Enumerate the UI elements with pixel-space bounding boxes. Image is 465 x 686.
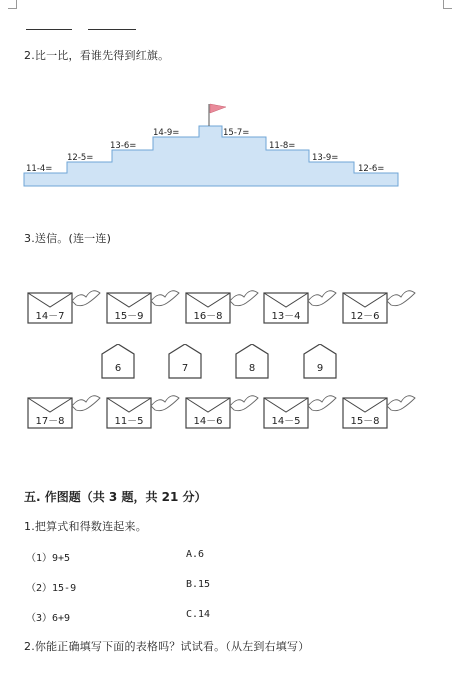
section-5-question-1: 1.把算式和得数连起来。 [24, 520, 147, 533]
letter-row-bottom [0, 390, 465, 438]
step-label: 15-7= [223, 128, 250, 138]
step-label: 14-9= [153, 128, 180, 138]
question-2-title: 2.比一比，看谁先得到红旗。 [24, 49, 170, 62]
match-answer[interactable]: B.15 [186, 579, 211, 590]
mailbox [102, 344, 134, 378]
mailbox [304, 344, 336, 378]
mailbox-number: 6 [114, 363, 122, 374]
bird-icon [151, 291, 179, 306]
bird-icon [230, 291, 258, 306]
letter-expression: 14－6 [193, 416, 223, 427]
answer-blank-1[interactable] [26, 29, 72, 30]
bird-icon [387, 291, 415, 306]
flag-icon [210, 104, 226, 113]
bird-icon [308, 291, 336, 306]
mailbox-number: 9 [316, 363, 324, 374]
letter-row-top [0, 285, 465, 335]
letter-card [28, 291, 100, 323]
letter-card [186, 396, 258, 428]
step-label: 13-9= [312, 153, 339, 163]
bird-icon [230, 396, 258, 411]
mailbox-number: 7 [181, 363, 189, 374]
mailbox [236, 344, 268, 378]
bird-icon [72, 291, 100, 306]
match-expression[interactable]: （1）9+5 [26, 553, 71, 564]
step-label: 11-8= [269, 141, 296, 151]
letter-expression: 14－5 [271, 416, 301, 427]
bird-icon [387, 396, 415, 411]
letter-card [107, 396, 179, 428]
step-label: 11-4= [26, 164, 53, 174]
letter-expression: 15－8 [350, 416, 380, 427]
letter-expression: 15－9 [114, 311, 144, 322]
letter-card [264, 396, 336, 428]
step-label: 12-5= [67, 153, 94, 163]
mailbox [169, 344, 201, 378]
letter-card [343, 291, 415, 323]
step-label: 13-6= [110, 141, 137, 151]
page-corner-mark [8, 0, 17, 9]
letter-expression: 14－7 [35, 311, 65, 322]
section-5-question-2: 2.你能正确填写下面的表格吗？试试看。（从左到右填写） [24, 640, 310, 653]
answer-blank-2[interactable] [88, 29, 136, 30]
letter-card [343, 396, 415, 428]
letter-card [107, 291, 179, 323]
step-label: 12-6= [358, 164, 385, 174]
bird-icon [308, 396, 336, 411]
mailbox-row [0, 344, 465, 382]
section-5-heading: 五. 作图题（共 3 题，共 21 分） [24, 490, 207, 504]
letter-expression: 11－5 [114, 416, 144, 427]
match-answer[interactable]: C.14 [186, 609, 211, 620]
match-answer[interactable]: A.6 [186, 549, 205, 560]
letter-expression: 17－8 [35, 416, 65, 427]
match-expression[interactable]: （3）6+9 [26, 613, 71, 624]
staircase-diagram [20, 100, 405, 190]
letter-card [264, 291, 336, 323]
letter-card [186, 291, 258, 323]
page-corner-mark [443, 0, 452, 9]
match-expression[interactable]: （2）15-9 [26, 583, 77, 594]
question-3-title: 3.送信。(连一连) [24, 232, 112, 245]
bird-icon [72, 396, 100, 411]
letter-expression: 16－8 [193, 311, 223, 322]
mailbox-number: 8 [248, 363, 256, 374]
letter-expression: 13－4 [271, 311, 301, 322]
letter-card [28, 396, 100, 428]
letter-expression: 12－6 [350, 311, 380, 322]
bird-icon [151, 396, 179, 411]
